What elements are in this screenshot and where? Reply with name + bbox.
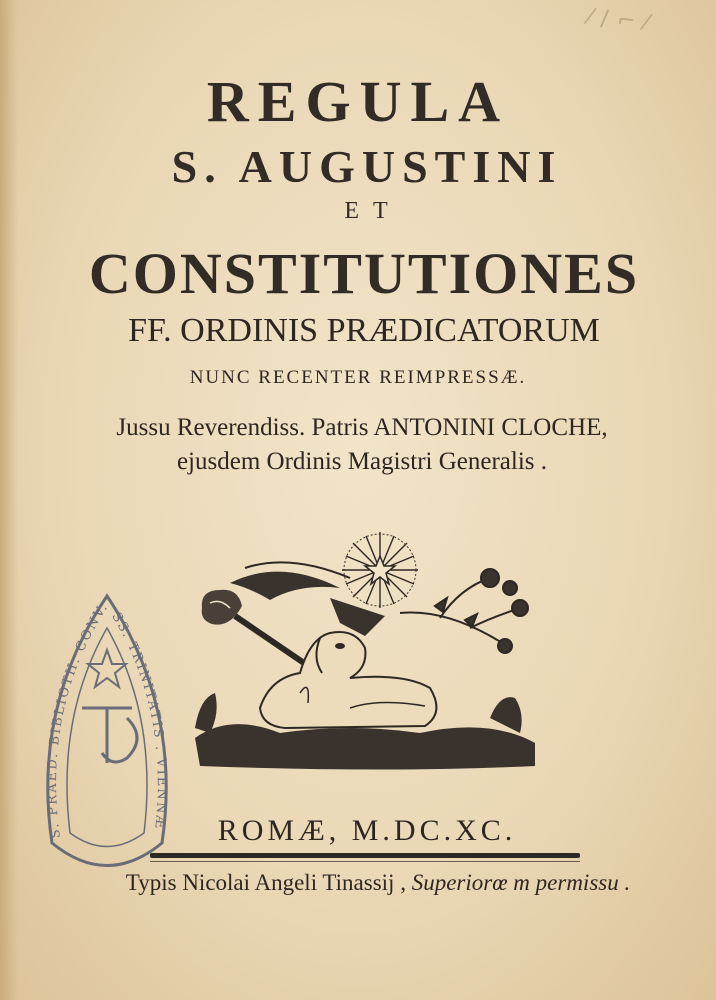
lily-branch-icon xyxy=(400,569,528,653)
authority-line xyxy=(0,414,716,442)
authority-prefix: Jussu Reverendiss. Patris xyxy=(116,414,374,441)
stamp-legend: S. PRAED. BIBLIOTH. CONV. SS. TRINITATIS . VIENNÆ xyxy=(45,599,169,840)
printer-name: Typis Nicolai Angeli Tinassij , xyxy=(125,870,412,895)
title-line-reimpressae: NUNC RECENTER REIMPRESSÆ. xyxy=(189,367,527,388)
permission-note: Superiorœ m permissu . xyxy=(411,870,631,895)
printer-line xyxy=(0,870,716,896)
authority-name: ANTONINI CLOCHE, xyxy=(373,414,608,441)
dog-icon xyxy=(260,632,436,728)
imprint-rule xyxy=(150,853,580,858)
title-line-regula: REGULA xyxy=(206,69,510,134)
stamp-monogram-icon xyxy=(82,708,137,763)
printers-device-woodcut xyxy=(190,528,540,778)
imprint-place-date: ROMÆ, M.DC.XC. xyxy=(217,814,517,847)
authority-title-line: ejusdem Ordinis Magistri Generalis . xyxy=(176,448,548,475)
pencil-annotation: ⁄ / ⌐ ⁄ xyxy=(586,4,651,37)
flame-icon xyxy=(202,562,350,624)
imprint-rule-thin xyxy=(150,861,580,862)
title-line-constitutiones: CONSTITUTIONES xyxy=(88,241,640,306)
star-icon xyxy=(342,532,418,608)
title-line-augustini: S. AUGUSTINI xyxy=(171,141,563,192)
title-line-ordinis: FF. ORDINIS PRÆDICATORUM xyxy=(128,312,600,349)
title-line-et: ET xyxy=(344,198,402,224)
